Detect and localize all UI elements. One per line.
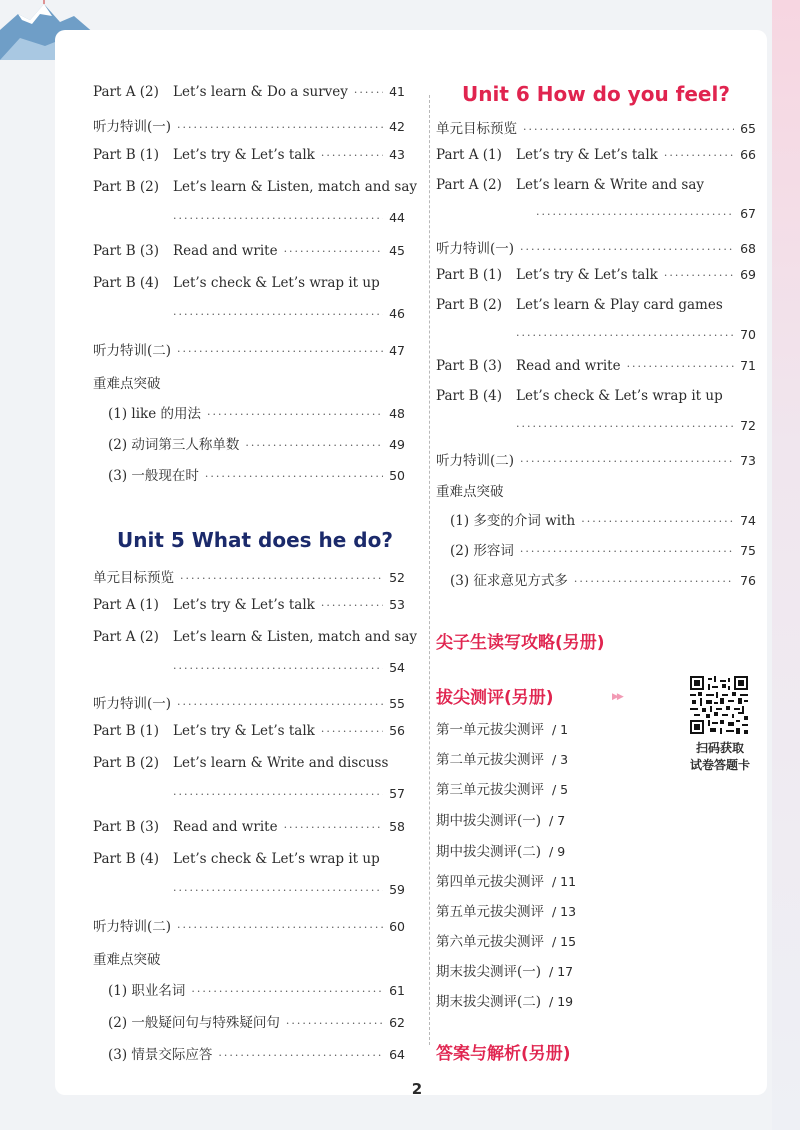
entry-page: 70	[740, 327, 756, 342]
key-point-entry[interactable]	[108, 464, 405, 484]
toc-entry-continuation[interactable]	[516, 418, 756, 433]
leader-dots	[191, 985, 383, 998]
entry-title: Read and write	[173, 819, 278, 835]
test-page: / 9	[549, 844, 566, 859]
leader-dots	[173, 884, 383, 897]
toc-entry[interactable]	[93, 629, 417, 645]
entry-title: (1) 多变的介词 with	[450, 513, 576, 529]
entry-part: Part B (1)	[93, 723, 160, 739]
leader-dots	[520, 243, 734, 256]
leader-dots	[536, 208, 734, 221]
entry-title: 听力特训(二)	[436, 453, 515, 469]
qr-caption-line2: 试卷答题卡	[689, 758, 750, 772]
toc-entry[interactable]	[436, 237, 756, 257]
test-title: 第三单元拔尖测评	[436, 782, 544, 798]
entry-part: Part B (3)	[93, 819, 160, 835]
test-page: / 1	[552, 722, 569, 737]
key-point-entry[interactable]	[108, 1043, 405, 1063]
entry-title: 听力特训(二)	[93, 919, 172, 935]
toc-entry[interactable]	[93, 851, 405, 867]
key-point-entry[interactable]	[450, 569, 756, 589]
toc-entry[interactable]	[436, 358, 756, 374]
test-page: / 3	[552, 752, 569, 767]
key-points-heading: 重难点突破	[93, 376, 161, 392]
entry-title: 单元目标预览	[93, 570, 174, 586]
leader-dots	[321, 725, 383, 738]
qr-caption-line1: 扫码获取	[695, 741, 744, 755]
toc-entry[interactable]	[436, 117, 756, 137]
entry-title: Let’s learn & Write and discuss	[173, 755, 389, 771]
test-entry[interactable]	[436, 840, 565, 860]
entry-page: 71	[740, 358, 756, 373]
entry-page: 54	[389, 660, 405, 675]
entry-title: 听力特训(一)	[93, 119, 172, 135]
test-page: / 5	[552, 782, 569, 797]
toc-entry[interactable]	[93, 566, 405, 586]
toc-entry[interactable]	[436, 449, 756, 469]
test-title: 期中拔尖测评(二)	[436, 844, 542, 860]
entry-part: Part B (3)	[93, 243, 160, 259]
toc-entry[interactable]	[436, 177, 756, 193]
test-title: 第二单元拔尖测评	[436, 752, 544, 768]
entry-title: (1) 职业名词	[108, 983, 186, 999]
entry-page: 65	[740, 121, 756, 136]
entry-page: 67	[740, 206, 756, 221]
leader-dots	[177, 921, 383, 934]
key-point-entry[interactable]	[108, 1011, 405, 1031]
entry-page: 68	[740, 241, 756, 256]
leader-dots	[520, 545, 734, 558]
toc-entry[interactable]	[93, 243, 405, 259]
toc-entry[interactable]	[93, 115, 405, 135]
leader-dots	[523, 123, 734, 136]
toc-entry[interactable]	[436, 388, 756, 404]
entry-page: 49	[389, 437, 405, 452]
leader-dots	[286, 1017, 383, 1030]
toc-entry-continuation[interactable]	[536, 206, 756, 221]
leader-dots	[664, 149, 734, 162]
entry-page: 53	[389, 597, 405, 612]
entry-page: 75	[740, 543, 756, 558]
toc-entry[interactable]	[93, 275, 405, 291]
toc-entry-continuation[interactable]	[173, 210, 405, 225]
test-entry[interactable]	[436, 718, 568, 738]
key-points-heading: 重难点突破	[436, 484, 504, 500]
test-entry[interactable]	[436, 900, 576, 920]
toc-entry-continuation[interactable]	[173, 306, 405, 321]
test-entry[interactable]	[436, 748, 568, 768]
test-title: 期末拔尖测评(二)	[436, 994, 542, 1010]
entry-part: Part A (2)	[93, 84, 159, 100]
entry-title: Read and write	[516, 358, 621, 374]
entry-part: Part A (2)	[93, 629, 159, 645]
test-page: / 17	[549, 964, 574, 979]
toc-entry[interactable]	[93, 692, 405, 712]
key-point-entry[interactable]	[450, 509, 756, 529]
entry-title: 听力特训(二)	[93, 343, 172, 359]
leader-dots	[245, 439, 383, 452]
entry-title: Let’s try & Let’s talk	[173, 723, 315, 739]
leader-dots	[205, 470, 383, 483]
leader-dots	[173, 308, 383, 321]
key-point-entry[interactable]	[108, 433, 405, 453]
entry-page: 57	[389, 786, 405, 801]
leader-dots	[627, 360, 735, 373]
entry-page: 56	[389, 723, 405, 738]
entry-part: Part B (2)	[93, 755, 160, 771]
entry-page: 59	[389, 882, 405, 897]
toc-entry[interactable]	[93, 339, 405, 359]
entry-title: 单元目标预览	[436, 121, 517, 137]
toc-entry[interactable]	[93, 723, 405, 739]
key-point-entry[interactable]	[108, 402, 405, 422]
qr-code-icon[interactable]	[690, 676, 748, 734]
entry-title: Let’s learn & Play card games	[516, 297, 723, 313]
toc-entry-continuation[interactable]	[173, 882, 405, 897]
toc-entry[interactable]	[93, 819, 405, 835]
entry-page: 48	[389, 406, 405, 421]
test-page: / 19	[549, 994, 574, 1009]
entry-part: Part A (1)	[436, 147, 502, 163]
entry-title: (1) like 的用法	[108, 406, 202, 422]
leader-dots	[177, 698, 383, 711]
entry-part: Part B (4)	[93, 851, 160, 867]
test-page: / 15	[552, 934, 577, 949]
entry-page: 50	[389, 468, 405, 483]
entry-title: (3) 征求意见方式多	[450, 573, 568, 589]
leader-dots	[177, 121, 383, 134]
entry-title: Let’s check & Let’s wrap it up	[173, 275, 380, 291]
leader-dots	[284, 821, 384, 834]
leader-dots	[284, 245, 384, 258]
entry-title: 听力特训(一)	[93, 696, 172, 712]
entry-title: Let’s check & Let’s wrap it up	[173, 851, 380, 867]
entry-title: (2) 动词第三人称单数	[108, 437, 240, 453]
test-title: 第五单元拔尖测评	[436, 904, 544, 920]
entry-page: 60	[389, 919, 405, 934]
unit5-title: Unit 5 What does he do?	[117, 528, 393, 552]
test-page: / 11	[552, 874, 577, 889]
leader-dots	[207, 408, 383, 421]
toc-entry[interactable]	[436, 147, 756, 163]
entry-title: (2) 一般疑问句与特殊疑问句	[108, 1015, 280, 1031]
entry-part: Part B (4)	[436, 388, 503, 404]
entry-title: Let’s learn & Listen, match and say	[173, 629, 417, 645]
test-entry[interactable]	[436, 870, 576, 890]
leader-dots	[173, 212, 383, 225]
entry-page: 55	[389, 696, 405, 711]
entry-page: 45	[389, 243, 405, 258]
toc-entry[interactable]	[436, 297, 756, 313]
entry-part: Part B (1)	[436, 267, 503, 283]
leader-dots	[520, 455, 734, 468]
entry-page: 76	[740, 573, 756, 588]
entry-title: Let’s try & Let’s talk	[516, 147, 658, 163]
entry-title: Let’s try & Let’s talk	[173, 147, 315, 163]
entry-page: 64	[389, 1047, 405, 1062]
reading-writing-heading[interactable]: 尖子生读写攻略(另册)	[436, 633, 605, 653]
toc-entry[interactable]	[93, 179, 417, 195]
entry-part: Part B (1)	[93, 147, 160, 163]
key-point-entry[interactable]	[450, 539, 756, 559]
test-page: / 7	[549, 813, 566, 828]
leader-dots	[574, 575, 734, 588]
entry-part: Part A (1)	[93, 597, 159, 613]
entry-page: 72	[740, 418, 756, 433]
toc-entry[interactable]	[93, 597, 405, 613]
key-point-entry[interactable]	[108, 979, 405, 999]
toc-entry-continuation[interactable]	[516, 327, 756, 342]
page-number: 2	[411, 1080, 423, 1098]
entry-title: (3) 情景交际应答	[108, 1047, 213, 1063]
entry-page: 58	[389, 819, 405, 834]
entry-title: Let’s learn & Do a survey	[173, 84, 348, 100]
leader-dots	[581, 515, 734, 528]
test-title: 第六单元拔尖测评	[436, 934, 544, 950]
test-entry[interactable]	[436, 960, 573, 980]
leader-dots	[516, 329, 734, 342]
right-decorative-band	[772, 0, 800, 1130]
test-entry[interactable]	[436, 809, 565, 829]
entry-page: 69	[740, 267, 756, 282]
entry-page: 42	[389, 119, 405, 134]
leader-dots	[218, 1049, 383, 1062]
entry-title: (3) 一般现在时	[108, 468, 199, 484]
entry-page: 47	[389, 343, 405, 358]
test-entry[interactable]	[436, 930, 576, 950]
toc-entry[interactable]	[93, 84, 405, 100]
entry-part: Part B (2)	[93, 179, 160, 195]
test-title: 期末拔尖测评(一)	[436, 964, 542, 980]
toc-entry[interactable]	[436, 267, 756, 283]
leader-dots	[354, 86, 383, 99]
leader-dots	[516, 420, 734, 433]
test-title: 期中拔尖测评(一)	[436, 813, 542, 829]
toc-entry[interactable]	[93, 755, 405, 771]
entry-page: 73	[740, 453, 756, 468]
entry-title: Read and write	[173, 243, 278, 259]
entry-page: 61	[389, 983, 405, 998]
entry-page: 66	[740, 147, 756, 162]
entry-part: Part B (4)	[93, 275, 160, 291]
leader-dots	[173, 662, 383, 675]
entry-page: 41	[389, 84, 405, 99]
entry-title: Let’s try & Let’s talk	[173, 597, 315, 613]
leader-dots	[177, 345, 383, 358]
toc-entry-continuation[interactable]	[173, 660, 405, 675]
entry-part: Part B (3)	[436, 358, 503, 374]
entry-page: 74	[740, 513, 756, 528]
leader-dots	[180, 572, 383, 585]
answers-heading[interactable]: 答案与解析(另册)	[436, 1044, 571, 1064]
key-points-heading: 重难点突破	[93, 952, 161, 968]
tests-heading[interactable]: 拔尖测评(另册)	[436, 688, 554, 708]
leader-dots	[173, 788, 383, 801]
entry-title: 听力特训(一)	[436, 241, 515, 257]
toc-entry[interactable]	[93, 915, 405, 935]
unit6-title: Unit 6 How do you feel?	[462, 82, 730, 106]
entry-page: 52	[389, 570, 405, 585]
entry-title: Let’s learn & Write and say	[516, 177, 705, 193]
leader-dots	[321, 149, 383, 162]
entry-title: Let’s try & Let’s talk	[516, 267, 658, 283]
toc-entry[interactable]	[93, 147, 405, 163]
leader-dots	[321, 599, 383, 612]
toc-entry-continuation[interactable]	[173, 786, 405, 801]
entry-part: Part B (2)	[436, 297, 503, 313]
double-arrow-icon: ▶▶	[612, 692, 622, 702]
test-title: 第四单元拔尖测评	[436, 874, 544, 890]
test-page: / 13	[552, 904, 577, 919]
entry-title: Let’s learn & Listen, match and say	[173, 179, 417, 195]
entry-title: (2) 形容词	[450, 543, 514, 559]
test-entry[interactable]	[436, 990, 573, 1010]
entry-page: 46	[389, 306, 405, 321]
entry-title: Let’s check & Let’s wrap it up	[516, 388, 723, 404]
entry-page: 44	[389, 210, 405, 225]
entry-page: 62	[389, 1015, 405, 1030]
column-divider	[429, 95, 431, 1045]
entry-part: Part A (2)	[436, 177, 502, 193]
entry-page: 43	[389, 147, 405, 162]
leader-dots	[664, 269, 734, 282]
test-title: 第一单元拔尖测评	[436, 722, 544, 738]
test-entry[interactable]	[436, 778, 568, 798]
